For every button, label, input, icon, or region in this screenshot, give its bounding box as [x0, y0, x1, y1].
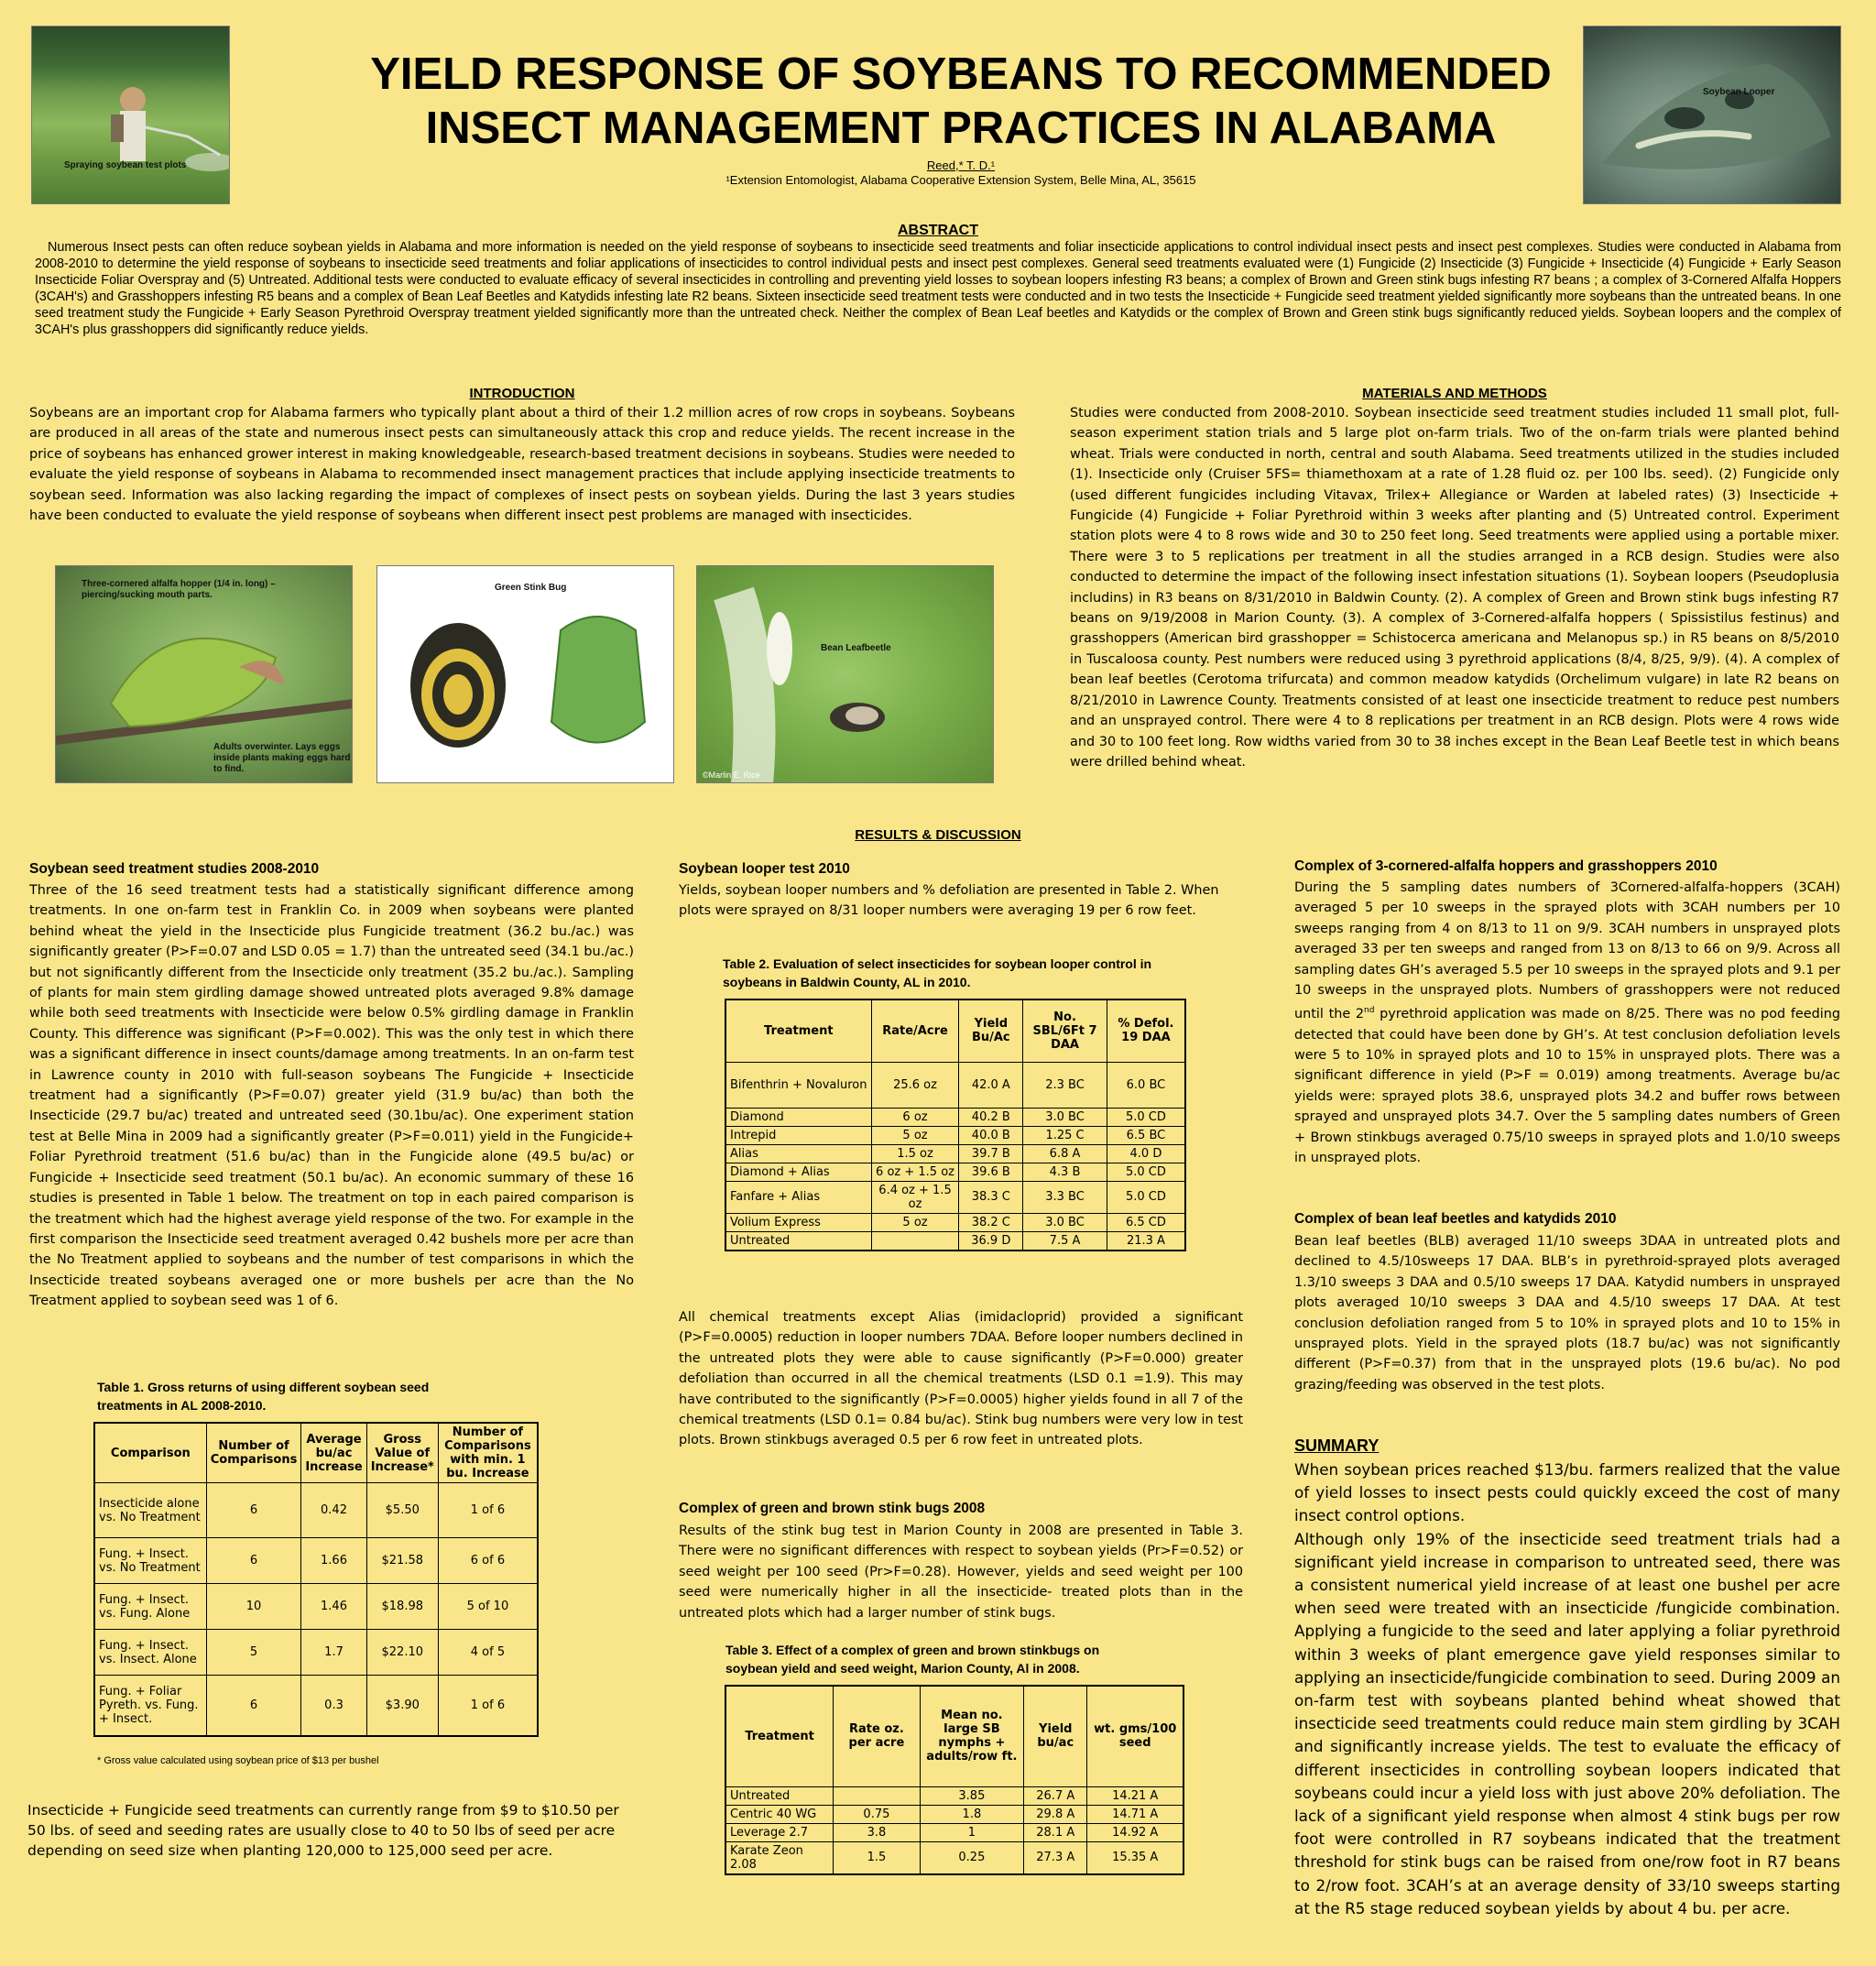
table-row: [94, 1676, 538, 1736]
table-cell: Leverage 2.7: [725, 1823, 834, 1841]
table-cell: 1.5 oz: [871, 1144, 959, 1163]
table-cell: Untreated: [725, 1231, 871, 1251]
table-cell: Volium Express: [725, 1213, 871, 1231]
table-cell: 5.0 CD: [1107, 1108, 1185, 1126]
table-cell: 1.7: [301, 1630, 366, 1676]
table1: [93, 1422, 539, 1737]
photo-left-caption: Spraying soybean test plots: [64, 160, 187, 170]
table2-header-cell: Yield Bu/Ac: [959, 999, 1023, 1062]
photo-right-caption: Soybean Looper: [1703, 87, 1775, 97]
table-cell: 6: [206, 1483, 301, 1538]
table-cell: 6.0 BC: [1107, 1062, 1185, 1108]
table-row: [725, 1144, 1185, 1163]
table1-caption: [97, 1378, 555, 1414]
abstract-text: Numerous Insect pests can often reduce soybean yields in Alabama and more information is needed on the yield response of soybeans to insecticide seed treatments and foliar insecticide applications to control individual insect pests and insect pest complexes. Studies were conducted in Alabama from 2008-2010 to determine the yield response of soybeans to insecticide seed treatments and foliar applications of insecticides to control individual pests and insect pest complexes. General seed treatments evaluated were (1) Fungicide (2) Insecticide (3) Fungicide + Insecticide (4) Fungicide + Early Season Insecticide Foliar Overspray and (5) Untreated. Additional tests were conducted to evaluate efficacy of several insecticides in controlling and preventing yield losses to soybean loopers infesting R3 beans; a complex of Brown and Green stink bugs infesting R7 beans ; a complex of 3-Cornered Alfalfa Hoppers (3CAH's) and Grasshoppers infesting R5 beans and a complex of Bean Leaf Beetles and Katydids infesting late R2 beans. Sixteen insecticide seed treatment tests were conducted and in two tests the Insecticide + Fungicide seed treatment yielded significantly more soybeans than the untreated beans. In one seed treatment study the Fungicide + Early Season Pyrethroid Overspray treatment yielded significantly more than the untreated check. Neither the complex of Bean Leaf beetles and Katydids or the complex of Brown and Green stink bugs significantly reduced yields. Soybean loopers and the complex of 3CAH's plus grasshoppers did significantly reduce yields.: [35, 240, 1841, 337]
table-cell: $22.10: [366, 1630, 438, 1676]
bean-leaf-beetle-graphic: [697, 566, 994, 783]
table-cell: 3.0 BC: [1023, 1213, 1107, 1231]
table-cell: 5 of 10: [438, 1584, 538, 1630]
table-row: [725, 1231, 1185, 1251]
table1-header-row: [94, 1423, 538, 1483]
table-cell: 36.9 D: [959, 1231, 1023, 1251]
looper-title: Soybean looper test 2010: [679, 861, 850, 877]
table-cell: 1: [920, 1823, 1023, 1841]
table-cell: 4.3 B: [1023, 1163, 1107, 1181]
affiliation: ¹Extension Entomologist, Alabama Cooperative Extension System, Belle Mina, AL, 35615: [725, 173, 1196, 187]
sprayer-figure: [32, 27, 230, 204]
table1-header-cell: Number of Comparisons: [206, 1423, 301, 1483]
hoppers-text-superscript: nd: [1364, 1006, 1375, 1016]
table-cell: 6.8 A: [1023, 1144, 1107, 1163]
table-cell: Intrepid: [725, 1126, 871, 1144]
summary-paragraph-2: Although only 19% of the insecticide seed treatment trials had a significant yield increase in comparison to untreated seed, there was a consistent numerical yield increase of at least one bushel per acre when seed were treated with an insecticide /fungicide combination. Applying a fungicide to the seed and later applying a foliar pyrethroid within 3 weeks of plant emergence gave yield responses similar to applying an insecticide/fungicide combination to seed. During 2009 an on-farm test with soybeans planted behind wheat showed that insecticide seed treatments could reduce main stem girdling by 3CAH and significantly increase yields. The test to evaluate the efficacy of different insecticides in controlling soybean loopers indicated that soybeans could incur a yield loss with just above 20% defoliation. The lack of a significant yield response when almost 4 stink bugs per row foot were controlled in R7 soybeans indicated that the treatment threshold for stink bugs can be raised from one/row foot in R7 beans to 2/row foot. 3CAH’s at an average density of 33/10 sweeps starting at the R5 stage reduced soybean yields by about 4 bu. per acre.: [1294, 1529, 1840, 1917]
table-cell: 0.42: [301, 1483, 366, 1538]
table-cell: 0.75: [834, 1805, 921, 1823]
table2-caption: [723, 955, 1217, 991]
summary-heading: SUMMARY: [1294, 1436, 1380, 1455]
table-cell: 3.85: [920, 1786, 1023, 1805]
table-row: [725, 1181, 1185, 1213]
title-line-2: INSECT MANAGEMENT PRACTICES IN ALABAMA: [425, 104, 1497, 153]
table-cell: $5.50: [366, 1483, 438, 1538]
table-cell: 15.35 A: [1087, 1841, 1183, 1874]
table-cell: 40.0 B: [959, 1126, 1023, 1144]
table-cell: 5 oz: [871, 1126, 959, 1144]
table2-header-row: [725, 999, 1185, 1062]
photo-spraying-soybeans: [31, 26, 230, 204]
table-cell: 40.2 B: [959, 1108, 1023, 1126]
introduction-heading: INTRODUCTION: [469, 386, 575, 401]
table-cell: $21.58: [366, 1538, 438, 1584]
table-cell: 39.6 B: [959, 1163, 1023, 1181]
table2-header-cell: % Defol. 19 DAA: [1107, 999, 1185, 1062]
table-cell: Diamond: [725, 1108, 871, 1126]
table2-header-cell: Rate/Acre: [871, 999, 959, 1062]
beetle-credit: ©Marlin E. Rice: [703, 770, 760, 780]
table1-caption-line-2: treatments in AL 2008-2010.: [97, 1398, 267, 1413]
table-cell: Fanfare + Alias: [725, 1181, 871, 1213]
looper-text: Yields, soybean looper numbers and % defoliation are presented in Table 2. When plots were sprayed on 8/31 looper numbers were averaging 19 per 6 row feet.: [679, 883, 1219, 919]
table-cell: 5.0 CD: [1107, 1163, 1185, 1181]
table-cell: 6 of 6: [438, 1538, 538, 1584]
table-cell: Insecticide alone vs. No Treatment: [94, 1483, 206, 1538]
seed-cost-note: Insecticide + Fungicide seed treatments can currently range from $9 to $10.50 per 50 lbs. of seed and seeding rates are usually close to 40 to 50 lbs of seed per acre depending on seed size when planting 120,000 to 125,000 seed per acre.: [27, 1802, 619, 1859]
table3-caption-line-1: Table 3. Effect of a complex of green and brown stinkbugs on: [725, 1643, 1100, 1657]
stink-bug-graphic: [377, 566, 674, 783]
table-cell: Fung. + Foliar Pyreth. vs. Fung. + Insect.: [94, 1676, 206, 1736]
table-cell: 1.46: [301, 1584, 366, 1630]
table-row: [725, 1823, 1183, 1841]
table-cell: 5: [206, 1630, 301, 1676]
table-cell: 7.5 A: [1023, 1231, 1107, 1251]
table-cell: Diamond + Alias: [725, 1163, 871, 1181]
table2-header-cell: No. SBL/6Ft 7 DAA: [1023, 999, 1107, 1062]
table-cell: 5 oz: [871, 1213, 959, 1231]
summary-paragraph-1: When soybean prices reached $13/bu. farmers realized that the value of yield losses to insect pests could quickly exceed the cost of many insect control options.: [1294, 1460, 1840, 1525]
table2-caption-line-2: soybeans in Baldwin County, AL in 2010.: [723, 975, 971, 989]
table-cell: 28.1 A: [1024, 1823, 1087, 1841]
table-cell: 6: [206, 1676, 301, 1736]
stinkbug-title: Complex of green and brown stink bugs 2008: [679, 1501, 986, 1516]
hoppers-title: Complex of 3-cornered-alfalfa hoppers and grasshoppers 2010: [1294, 858, 1718, 874]
table-cell: Centric 40 WG: [725, 1805, 834, 1823]
table-row: [725, 1841, 1183, 1874]
table3-header-cell: Yield bu/ac: [1024, 1686, 1087, 1786]
table-cell: $18.98: [366, 1584, 438, 1630]
table1-header-cell: Number of Comparisons with min. 1 bu. Increase: [438, 1423, 538, 1483]
table2-caption-line-1: Table 2. Evaluation of select insecticides for soybean looper control in: [723, 956, 1152, 971]
table-cell: Fung. + Insect. vs. Insect. Alone: [94, 1630, 206, 1676]
table-cell: Alias: [725, 1144, 871, 1163]
table1-header-cell: Average bu/ac Increase: [301, 1423, 366, 1483]
table-row: [725, 1163, 1185, 1181]
methods-heading: MATERIALS AND METHODS: [1362, 386, 1547, 401]
table3-header-cell: Mean no. large SB nymphs + adults/row ft.: [920, 1686, 1023, 1786]
table-cell: 4 of 5: [438, 1630, 538, 1676]
table-cell: 1.5: [834, 1841, 921, 1874]
table1-footnote: * Gross value calculated using soybean price of $13 per bushel: [97, 1755, 379, 1766]
summary-text: [1294, 1458, 1840, 1920]
table3-caption-line-2: soybean yield and seed weight, Marion County, Al in 2008.: [725, 1661, 1080, 1676]
table3-caption: [725, 1641, 1220, 1677]
table-cell: 10: [206, 1584, 301, 1630]
table-row: [725, 1786, 1183, 1805]
table3-header-cell: Treatment: [725, 1686, 834, 1786]
hopper-caption-bottom: Adults overwinter. Lays eggs inside plants making eggs hard to find.: [213, 742, 351, 774]
table-cell: 6: [206, 1538, 301, 1584]
table-cell: 25.6 oz: [871, 1062, 959, 1108]
table-cell: 5.0 CD: [1107, 1181, 1185, 1213]
table-cell: Untreated: [725, 1786, 834, 1805]
blb-title: Complex of bean leaf beetles and katydids 2010: [1294, 1211, 1617, 1227]
table-row: [725, 1126, 1185, 1144]
table-cell: 3.3 BC: [1023, 1181, 1107, 1213]
table-cell: 0.25: [920, 1841, 1023, 1874]
looper-after-table-text: All chemical treatments except Alias (imidacloprid) provided a significant (P>F=0.0005) reduction in looper numbers 7DAA. Before looper numbers declined in the untreated plots they were able to cause significantly (P>F=0.000) greater defoliation than occurred in all the chemical treatments (LSD 0.1 =1.9). This may have contributed to the significantly (P>F=0.0005) higher yields found in all 7 of the chemical treatments (LSD 0.1= 0.84 bu/ac). Stink bug numbers were very low in test plots. Brown stinkbugs averaged 0.5 per 6 row feet in untreated plots.: [679, 1310, 1243, 1448]
table-row: [725, 1805, 1183, 1823]
hoppers-text-part-2: pyrethroid application was made on 8/25. There was no pod feeding detected that could have been done by GH’s. At test conclusion defoliation levels were 5 to 10% in sprayed plots and 10 to 15% in unsprayed plots. There was a significant difference in yield (P>F = 0.019) among treatments. Average bu/ac yields were: sprayed plots 38.6, unsprayed plots 34.2 and buffer rows between sprayed and unsprayed plots 34.7. Over the 5 sampling dates numbers of Green + Brown stinkbugs averaged 0.75/10 sweeps in sprayed plots and 1.0/10 sweeps in unsprayed plots.: [1294, 1007, 1840, 1166]
table-cell: 14.71 A: [1087, 1805, 1183, 1823]
table-cell: 27.3 A: [1024, 1841, 1087, 1874]
blb-text: Bean leaf beetles (BLB) averaged 11/10 sweeps 3DAA in untreated plots and declined to 4.5/10sweeps 17 DAA. BLB’s in pyrethroid-sprayed plots averaged 1.3/10 sweeps 3 DAA and 0.5/10 sweeps 17 DAA. Katydid numbers in unsprayed plots averaged 10/10 sweeps 3 DAA and 4.5/10 sweeps 17 DAA. At test conclusion defoliation ranged from 5 to 10% in sprayed plots and 10 to 15% in unsprayed plots. Yield in the sprayed plots (18.7 bu/ac) was not significantly different (P>F=0.37) from that in the unsprayed plots (19.6 bu/ac). No pod grazing/feeding was observed in the test plots.: [1294, 1234, 1840, 1393]
table-cell: 1.66: [301, 1538, 366, 1584]
table-cell: 1 of 6: [438, 1483, 538, 1538]
results-heading: RESULTS & DISCUSSION: [855, 827, 1021, 843]
table-cell: 29.8 A: [1024, 1805, 1087, 1823]
table-cell: 39.7 B: [959, 1144, 1023, 1163]
table-cell: 6.5 BC: [1107, 1126, 1185, 1144]
table-cell: [834, 1786, 921, 1805]
table-cell: 26.7 A: [1024, 1786, 1087, 1805]
table-cell: 0.3: [301, 1676, 366, 1736]
hopper-caption-top: Three-cornered alfalfa hopper (1/4 in. long) – piercing/sucking mouth parts.: [82, 579, 276, 600]
author: Reed,* T. D.¹: [926, 158, 996, 172]
seed-treatment-text: Three of the 16 seed treatment tests had a statistically significant difference among treatments. In one on-farm test in Franklin Co. in 2009 when soybeans were planted behind wheat the yield in the Insecticide plus Fungicide treatment (36.2 bu./ac.) was significantly greater (P>F=0.07 and LSD 0.05 = 1.7) than the untreated seed (34.1 bu./ac.) but not significantly different from the Insecticide only treatment (35.2 bu./ac.). Sampling of plants for main stem girdling damage showed untreated plots averaged 9.8% damage while both seed treatments with Insecticide were below 0.5% girdling damage in Franklin County. This difference was significant (P>F=0.002). This was the only test in which there was a significant difference in insect counts/damage among treatments. In an on-farm test in Lawrence county in 2010 with full-season soybeans The Fungicide + Insecticide treatment had a significantly (P>F=0.07) greater yield (31.9 bu/ac) than both the Insecticide (29.7 bu/ac) treated and untreated seed (30.1bu/ac). One experiment station test at Belle Mina in 2009 had a significantly greater (P>F=0.011) yield in the Fungicide+ Foliar Pyrethroid treatment (51.6 bu/ac) than in the Fungicide alone (49.5 bu/ac) or Fungicide + Insecticide seed treatment (50.1 bu/ac). An economic summary of these 16 studies is presented in Table 1 below. The treatment on top in each paired comparison is the treatment which had the highest average yield response of the two. For example in the first comparison the Insecticide seed treatment averaged 0.42 bushels more per acre than the No Treatment applied to soybeans and the number of test comparisons in which the Insecticide treated soybeans averaged one or more bushels per acre than the No Treatment applied to soybean seed was 1 of 6.: [29, 883, 634, 1309]
table-cell: [871, 1231, 959, 1251]
table-cell: 6.5 CD: [1107, 1213, 1185, 1231]
table-cell: 1 of 6: [438, 1676, 538, 1736]
table3-header-cell: Rate oz. per acre: [834, 1686, 921, 1786]
table-row: [725, 1213, 1185, 1231]
table-cell: 4.0 D: [1107, 1144, 1185, 1163]
photo-green-stink-bug: [376, 565, 674, 783]
table-cell: 6.4 oz + 1.5 oz: [871, 1181, 959, 1213]
photo-three-cornered-alfalfa-hopper: [55, 565, 353, 783]
table3-header-cell: wt. gms/100 seed: [1087, 1686, 1183, 1786]
stinkbug-text: Results of the stink bug test in Marion County in 2008 are presented in Table 3. There were no significant differences with respect to soybean yields (Pr>F=0.52) or seed weight per 100 seed (Pr>F=0.28). However, yields and seed weight per 100 seed were numerically higher in all the insecticide- treated plots than in the untreated plots which had a larger number of stink bugs.: [679, 1524, 1243, 1621]
table1-caption-line-1: Table 1. Gross returns of using different soybean seed: [97, 1380, 430, 1394]
hoppers-text: [1294, 878, 1840, 1168]
table-row: [94, 1483, 538, 1538]
table-row: [94, 1584, 538, 1630]
table3-header-row: [725, 1686, 1183, 1786]
title-line-1: YIELD RESPONSE OF SOYBEANS TO RECOMMENDED: [370, 49, 1552, 99]
hoppers-text-part-1: During the 5 sampling dates numbers of 3Cornered-alfalfa-hoppers (3CAH) averaged 5 per 10 sweeps in the sprayed plots with 3CAH numbers per 10 sweeps ranging from 4 on 8/13 to 11 on 9/9. 3CAH numbers in unsprayed plots averaged 33 per ten sweeps and ranged from 13 on 8/13 to 66 on 9/9. Across all sampling dates GH’s averaged 5.5 per 10 sweeps in the sprayed plots and 9.1 per 10 sweeps in the unsprayed plots. Numbers of grasshoppers were not reduced until the 2: [1294, 880, 1840, 1022]
table-cell: 6 oz + 1.5 oz: [871, 1163, 959, 1181]
table-cell: 3.0 BC: [1023, 1108, 1107, 1126]
table-cell: Fung. + Insect. vs. No Treatment: [94, 1538, 206, 1584]
seed-treatment-title: Soybean seed treatment studies 2008-2010: [29, 861, 320, 877]
beetle-caption: Bean Leafbeetle: [821, 643, 891, 653]
poster-title: [275, 48, 1647, 156]
table1-header-cell: Comparison: [94, 1423, 206, 1483]
photo-bean-leaf-beetle: [696, 565, 994, 783]
table-row: [725, 1108, 1185, 1126]
methods-text: Studies were conducted from 2008-2010. Soybean insecticide seed treatment studies included 11 small plot, full-season experiment station trials and 5 large plot on-farm trials. Two of the on-farm trials were planted behind wheat. Trials were conducted in north, central and south Alabama. Seed treatments utilized in the studies included (1). Insecticide only (Cruiser 5FS= thiamethoxam at a rate of 1.28 fluid oz. per 100 lbs. seed). (2) Fungicide only (used different fungicides including Vitavax, Trilex+ Allegiance or Warden at labeled rates) (3) Insecticide + Fungicide (4) Fungicide + Foliar Pyrethroid within 3 weeks after planting and (5) Untreated control. Experiment station plots were 4 to 8 rows wide and 30 to 250 feet long. Seed treatments were applied using a portable mixer. There were 3 to 5 replications per treatment in all the studies arranged in a RCB design. Studies were also conducted to determine the impact of the following insect infestation situations (1). Soybean loopers (Pseudoplusia includins) in R3 beans on 8/31/2010 in Baldwin County. (2). A complex of Green and Brown stink bugs infesting R7 beans on 9/19/2008 in Marion County. (3). A complex of 3-Cornered-alfalfa hoppers ( Spissistilus festinus) and grasshoppers (American bird grasshopper = Schistocerca americana and Melanopus sp.) in R5 beans on 8/5/2010 in Tuscaloosa county. Pest numbers were reduced using 3 pyrethroid applications (8/4, 8/25, 9/9). (4). A complex of bean leaf beetles (Cerotoma trifurcata) and common meadow katydids (Orchelimum vulgare) in late R2 beans on 8/21/2010 in Lawrence County. Treatments consisted of at least one insecticide treatment to reduce pest numbers and an unsprayed control. There were 4 to 8 replications per treatment in an RCB design. Plots were 4 rows wide and 30 to 100 feet long. Row widths varied from 30 to 38 inches except in the Bean Leaf Beetle test in which beans were drilled behind wheat.: [1070, 406, 1839, 770]
table-cell: 42.0 A: [959, 1062, 1023, 1108]
table-cell: 38.3 C: [959, 1181, 1023, 1213]
table-row: [94, 1630, 538, 1676]
table-cell: 2.3 BC: [1023, 1062, 1107, 1108]
table-row: [94, 1538, 538, 1584]
table-cell: 14.21 A: [1087, 1786, 1183, 1805]
table-cell: 14.92 A: [1087, 1823, 1183, 1841]
table-cell: 1.25 C: [1023, 1126, 1107, 1144]
table-cell: 1.8: [920, 1805, 1023, 1823]
table2-header-cell: Treatment: [725, 999, 871, 1062]
table1-header-cell: Gross Value of Increase*: [366, 1423, 438, 1483]
table-cell: Karate Zeon 2.08: [725, 1841, 834, 1874]
stinkbug-caption: Green Stink Bug: [495, 583, 567, 593]
table-cell: $3.90: [366, 1676, 438, 1736]
table-cell: 6 oz: [871, 1108, 959, 1126]
table-cell: 3.8: [834, 1823, 921, 1841]
table-row: [725, 1062, 1185, 1108]
table2: [725, 999, 1186, 1251]
abstract-heading: ABSTRACT: [898, 223, 978, 238]
table-cell: 38.2 C: [959, 1213, 1023, 1231]
introduction-text: Soybeans are an important crop for Alabama farmers who typically plant about a third of their 1.2 million acres of row crops in soybeans. Soybeans are produced in all areas of the state and numerous insect pests can simultaneously attack this crop and reduce yields. The recent increase in the price of soybeans has enhanced grower interest in making knowledgeable, research-based treatment decisions in soybeans. Studies were needed to evaluate the yield response of soybeans in Alabama to recommended insect management practices that include applying insecticide treatments to soybean seed. Information was also lacking regarding the impact of complexes of insect pests on soybean yields. During the last 3 years studies have been conducted to evaluate the yield response of soybeans when different insect pest problems are managed with insecticides.: [29, 406, 1015, 524]
table3: [725, 1685, 1184, 1875]
table-cell: Bifenthrin + Novaluron: [725, 1062, 871, 1108]
table-cell: 21.3 A: [1107, 1231, 1185, 1251]
table-cell: Fung. + Insect. vs. Fung. Alone: [94, 1584, 206, 1630]
